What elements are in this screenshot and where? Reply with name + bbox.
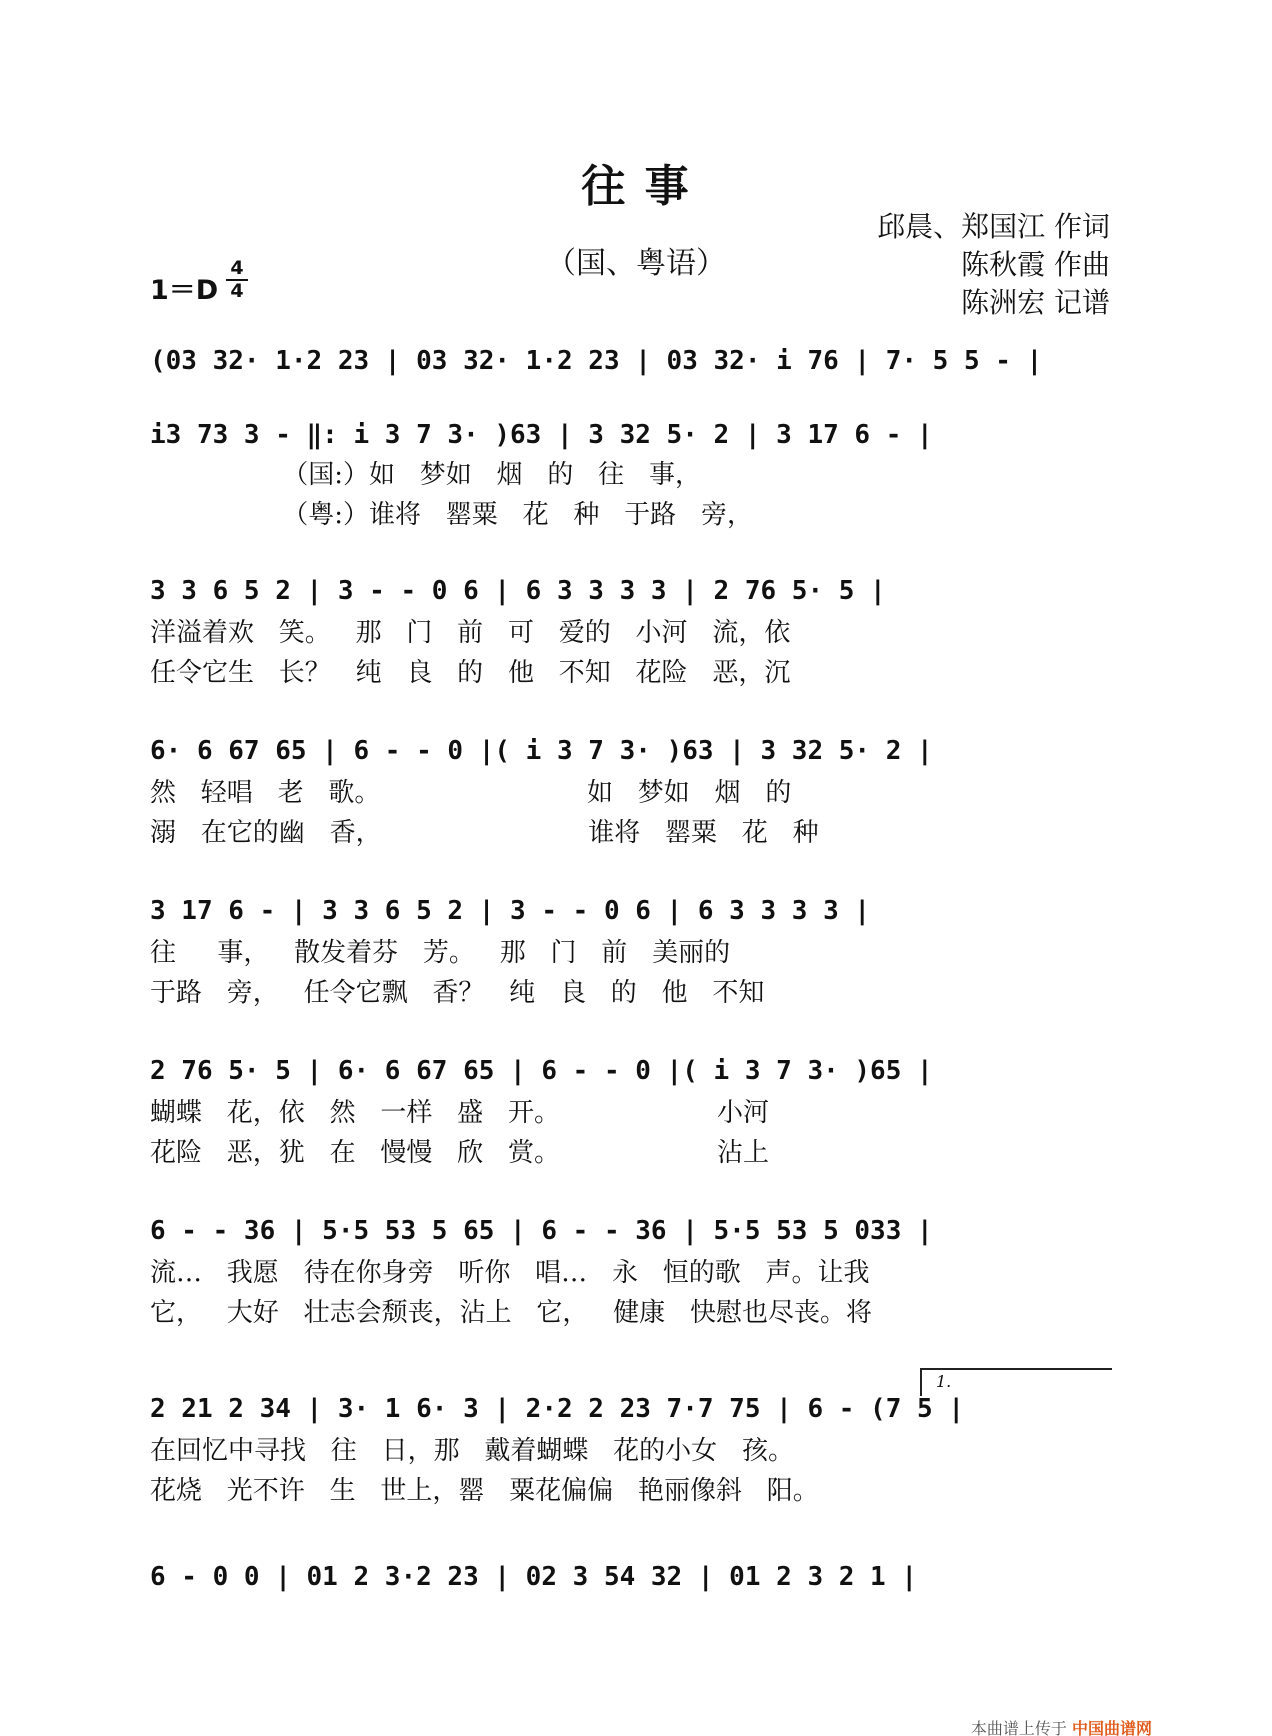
watermark-brand: 中国曲谱网 bbox=[1071, 1719, 1152, 1736]
time-signature-bottom: 4 bbox=[230, 280, 244, 302]
language-note: （国、粤语） bbox=[546, 246, 726, 281]
notation-line-2: i3 73 3 - ‖: i 3 7 3· )63 | 3 32 5· 2 | 3 17 6 - | bbox=[150, 420, 933, 450]
notation-line-1: (03 32· 1·2 23 | 03 32· 1·2 23 | 03 32· i 76 | 7· 5 5 - | bbox=[150, 346, 1043, 376]
notation-line-3: 3 3 6 5 2 | 3 - - 0 6 | 6 3 3 3 3 | 2 76 5· 5 | bbox=[150, 576, 886, 606]
notation-line-4: 6· 6 67 65 | 6 - - 0 |( i 3 7 3· )63 | 3 32 5· 2 | bbox=[150, 736, 933, 766]
lyric-line-7-mandarin: 流… 我愿 待在你身旁 听你 唱… 永 恒的歌 声。让我 bbox=[150, 1258, 870, 1288]
lyric-line-3-cantonese: 任令它生 长？ 纯 良 的 他 不知 花险 恶，沉 bbox=[150, 658, 791, 688]
lyric-line-8-cantonese: 花烧 光不许 生 世上，罂 粟花偏偏 艳丽像斜 阳。 bbox=[150, 1476, 819, 1506]
lyric-line-5-mandarin: 往 事， 散发着芬 芳。 那 门 前 美丽的 bbox=[150, 938, 731, 968]
lyric-line-5-cantonese: 于路 旁， 任令它飘 香？ 纯 良 的 他 不知 bbox=[150, 978, 765, 1008]
time-signature bbox=[226, 257, 248, 302]
watermark-prefix: 本曲谱上传于 bbox=[970, 1719, 1067, 1736]
transcriber-credit: 陈洲宏 记谱 bbox=[961, 286, 1110, 319]
notation-line-7: 6 - - 36 | 5·5 53 5 65 | 6 - - 36 | 5·5 53 5 033 | bbox=[150, 1216, 933, 1246]
lyric-line-2-mandarin: （国:）如 梦如 烟 的 往 事， bbox=[150, 460, 701, 490]
lyric-line-3-mandarin: 洋溢着欢 笑。 那 门 前 可 爱的 小河 流，依 bbox=[150, 618, 791, 648]
song-title: 往 事 bbox=[581, 161, 691, 212]
notation-line-5: 3 17 6 - | 3 3 6 5 2 | 3 - - 0 6 | 6 3 3 3 3 | bbox=[150, 896, 871, 926]
key-signature: 1＝D bbox=[150, 275, 219, 306]
lyric-line-6-mandarin: 蝴蝶 花，依 然 一样 盛 开。 小河 bbox=[150, 1098, 769, 1128]
credits bbox=[870, 208, 1110, 322]
notation-line-6: 2 76 5· 5 | 6· 6 67 65 | 6 - - 0 |( i 3 7 3· )65 | bbox=[150, 1056, 933, 1086]
notation-line-9: 6 - 0 0 | 01 2 3·2 23 | 02 3 54 32 | 01 2 3 2 1 | bbox=[150, 1562, 918, 1592]
lyric-line-2-cantonese: （粤:）谁将 罂粟 花 种 于路 旁， bbox=[150, 500, 753, 530]
composer-credit: 陈秋霞 作曲 bbox=[961, 248, 1110, 281]
lyric-line-6-cantonese: 花险 恶，犹 在 慢慢 欣 赏。 沾上 bbox=[150, 1138, 769, 1168]
notation-line-8: 2 21 2 34 | 3· 1 6· 3 | 2·2 2 23 7·7 75 | 6 - (7 5 | bbox=[150, 1394, 964, 1424]
watermark bbox=[971, 1716, 1152, 1736]
time-signature-top: 4 bbox=[230, 257, 244, 279]
lyricist-credit: 邱晨、郑国江 作词 bbox=[877, 210, 1110, 243]
lyric-line-7-cantonese: 它， 大好 壮志会颓丧，沾上 它， 健康 快慰也尽丧。将 bbox=[150, 1298, 872, 1328]
lyric-line-4-mandarin: 然 轻唱 老 歌。 如 梦如 烟 的 bbox=[150, 778, 792, 808]
lyric-line-4-cantonese: 溺 在它的幽 香， 谁将 罂粟 花 种 bbox=[150, 818, 819, 848]
lyric-line-8-mandarin: 在回忆中寻找 往 日，那 戴着蝴蝶 花的小女 孩。 bbox=[150, 1436, 794, 1466]
first-ending-label: 1. bbox=[936, 1372, 952, 1391]
